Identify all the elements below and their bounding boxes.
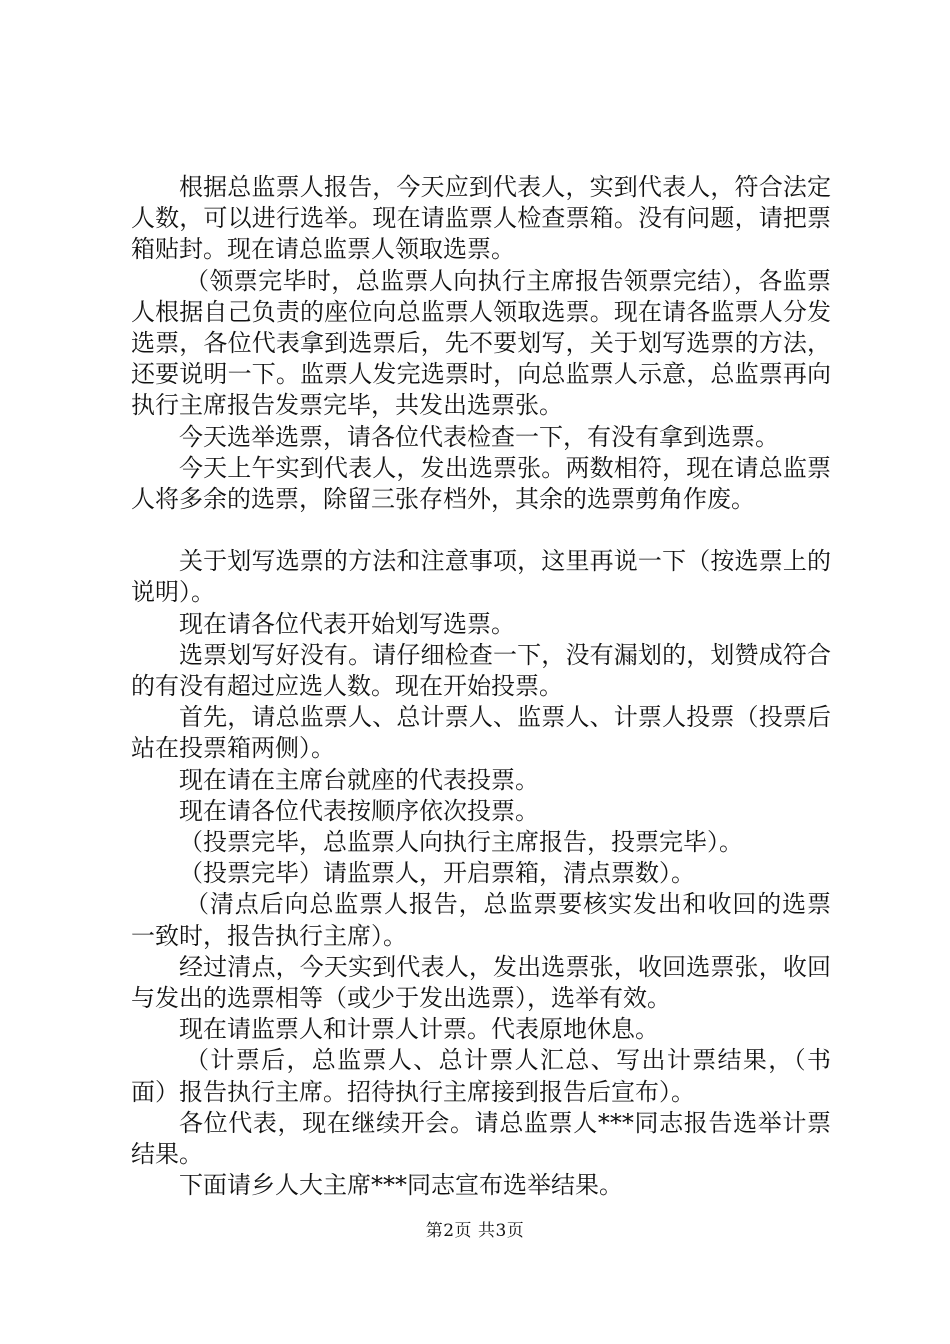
paragraph-spacer — [131, 515, 831, 546]
document-body — [131, 172, 831, 1202]
paragraph: 现在请各位代表开始划写选票。 — [179, 609, 515, 638]
paragraph: 现在请在主席台就座的代表投票。 — [179, 765, 539, 794]
paragraph: （投票完毕）请监票人，开启票箱，清点票数）。 — [179, 859, 695, 888]
paragraph: 首先，请总监票人、总计票人、监票人、计票人投票（投票后站在投票箱两侧）。 — [131, 703, 831, 763]
paragraph: 今天上午实到代表人，发出选票张。两数相符，现在请总监票人将多余的选票，除留三张存档外，其余的选票剪角作废。 — [131, 453, 831, 514]
paragraph: 关于划写选票的方法和注意事项，这里再说一下（按选票上的说明）。 — [131, 547, 831, 607]
paragraph: （投票完毕，总监票人向执行主席报告，投票完毕）。 — [179, 828, 743, 857]
paragraph: 各位代表，现在继续开会。请总监票人***同志报告选举计票结果。 — [131, 1108, 831, 1169]
paragraph: 现在请监票人和计票人计票。代表原地休息。 — [179, 1015, 659, 1044]
paragraph: 经过清点，今天实到代表人，发出选票张，收回选票张，收回与发出的选票相等（或少于发出选票），选举有效。 — [131, 952, 831, 1013]
paragraph: （领票完毕时，总监票人向执行主席报告领票完结），各监票人根据自己负责的座位向总监票人领取选票。现在请各监票人分发选票，各位代表拿到选票后，先不要划写，关于划写选票的方法，还要说明一下。监票人发完选票时，向总监票人示意，总监票再向执行主席报告发票完毕，共发出选票张。 — [131, 266, 831, 420]
paragraph: 下面请乡人大主席***同志宣布选举结果。 — [179, 1171, 623, 1200]
paragraph: 现在请各位代表按顺序依次投票。 — [179, 796, 539, 825]
paragraph: （计票后，总监票人、总计票人汇总、写出计票结果，（书面）报告执行主席。招待执行主席接到报告后宣布）。 — [131, 1046, 831, 1106]
paragraph: 选票划写好没有。请仔细检查一下，没有漏划的，划赞成符合的有没有超过应选人数。现在开始投票。 — [131, 640, 831, 701]
paragraph: （清点后向总监票人报告，总监票要核实发出和收回的选票一致时，报告执行主席）。 — [131, 890, 831, 950]
paragraph: 根据总监票人报告，今天应到代表人，实到代表人，符合法定人数，可以进行选举。现在请监票人检查票箱。没有问题，请把票箱贴封。现在请总监票人领取选票。 — [131, 173, 831, 264]
page-footer: 第2页 共3页 — [425, 1221, 525, 1241]
paragraph: 今天选举选票，请各位代表检查一下，有没有拿到选票。 — [179, 422, 779, 451]
